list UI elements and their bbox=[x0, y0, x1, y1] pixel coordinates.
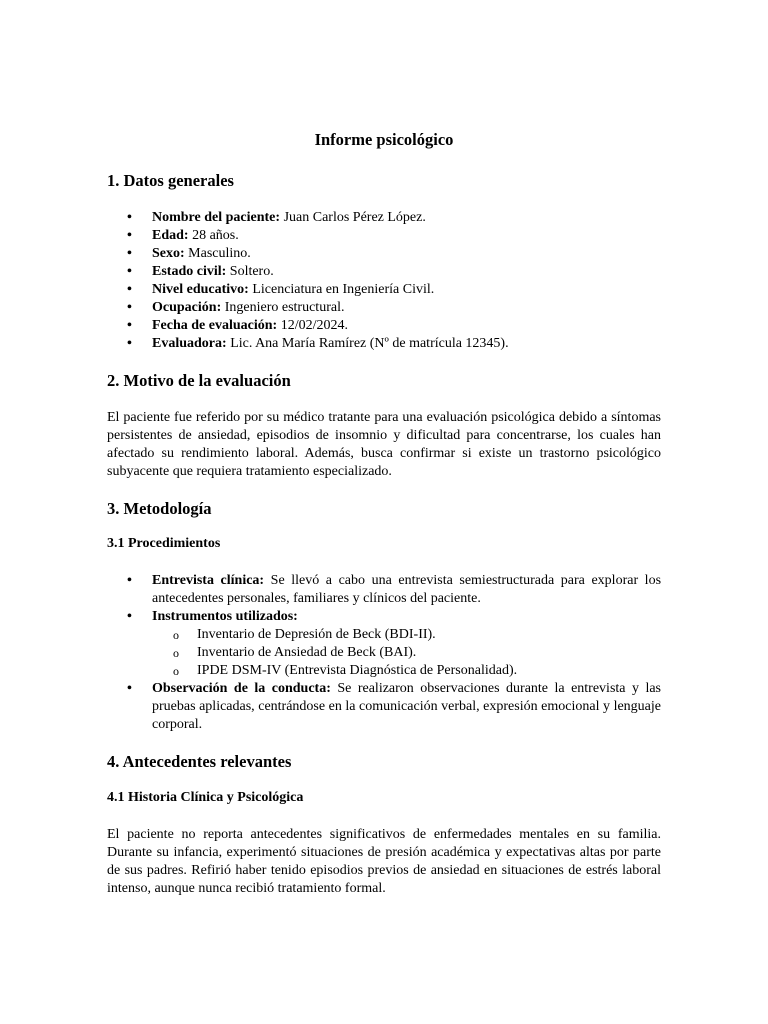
item-value: Ingeniero estructural. bbox=[224, 300, 345, 315]
list-item bbox=[107, 299, 661, 317]
list-item bbox=[107, 209, 661, 227]
list-item bbox=[107, 572, 661, 608]
item-value: 28 años. bbox=[192, 228, 239, 243]
list-item bbox=[107, 680, 661, 734]
sub-list-item: o IPDE DSM-IV (Entrevista Diagnóstica de Personalidad). bbox=[107, 662, 661, 680]
item-label: Evaluadora: bbox=[152, 336, 227, 351]
section-3-heading: 3. Metodología bbox=[107, 499, 212, 518]
list-item bbox=[107, 263, 661, 281]
datos-generales-list bbox=[107, 209, 661, 353]
historia-paragraph: El paciente no reporta antecedentes significativos de enfermedades mentales en su familia. Durante su infancia, experimentó situaciones de presión académica y expectativas altas por parte de sus padres. Refirió haber tenido episodios previos de ansiedad en situaciones de estrés laboral intenso, aunque nunca recibió tratamiento formal. bbox=[107, 827, 661, 896]
item-value: 12/02/2024. bbox=[280, 318, 348, 333]
item-label: Sexo: bbox=[152, 246, 185, 261]
item-value: Se realizaron observaciones durante la entrevista y las pruebas aplicadas, centrándose en la comunicación verbal, expresión emocional y lenguaje corporal. bbox=[152, 681, 661, 732]
item-label: Observación de la conducta: bbox=[152, 681, 331, 696]
item-value: Juan Carlos Pérez López. bbox=[283, 210, 426, 225]
list-item bbox=[107, 281, 661, 299]
item-label: Ocupación: bbox=[152, 300, 222, 315]
item-label: Instrumentos utilizados: bbox=[152, 609, 298, 624]
item-label: Nombre del paciente: bbox=[152, 210, 281, 225]
item-value: Licenciatura en Ingeniería Civil. bbox=[252, 282, 435, 297]
item-value: Soltero. bbox=[229, 264, 274, 279]
item-label: Estado civil: bbox=[152, 264, 227, 279]
section-4-heading: 4. Antecedentes relevantes bbox=[107, 752, 292, 771]
list-item bbox=[107, 335, 661, 353]
section-2-heading: 2. Motivo de la evaluación bbox=[107, 371, 291, 390]
subsection-3-1-heading: 3.1 Procedimientos bbox=[107, 536, 221, 551]
list-item bbox=[107, 245, 661, 263]
item-label: Fecha de evaluación: bbox=[152, 318, 278, 333]
list-item bbox=[107, 608, 661, 626]
item-value: Lic. Ana María Ramírez (Nº de matrícula 12345). bbox=[230, 336, 509, 351]
item-value: Masculino. bbox=[188, 246, 251, 261]
procedimientos-list bbox=[107, 572, 661, 734]
item-label: Edad: bbox=[152, 228, 189, 243]
sub-list-item: o Inventario de Depresión de Beck (BDI-II). bbox=[107, 626, 661, 644]
section-1-heading: 1. Datos generales bbox=[107, 171, 234, 190]
subsection-4-1-heading: 4.1 Historia Clínica y Psicológica bbox=[107, 790, 304, 805]
item-label: Entrevista clínica: bbox=[152, 573, 265, 588]
list-item bbox=[107, 317, 661, 335]
document-title: Informe psicológico bbox=[314, 130, 454, 149]
item-label: Nivel educativo: bbox=[152, 282, 249, 297]
sub-list-item: o Inventario de Ansiedad de Beck (BAI). bbox=[107, 644, 661, 662]
document-content bbox=[107, 128, 661, 898]
motivo-paragraph: El paciente fue referido por su médico tratante para una evaluación psicológica debido a síntomas persistentes de ansiedad, episodios de insomnio y dificultad para concentrarse, los cuales han afectado su rendimiento laboral. Además, busca confirmar si existe un trastorno psicológico subyacente que requiera tratamiento especializado. bbox=[107, 410, 661, 479]
list-item bbox=[107, 227, 661, 245]
item-value: Se llevó a cabo una entrevista semiestructurada para explorar los antecedentes personales, familiares y clínicos del paciente. bbox=[152, 573, 662, 606]
